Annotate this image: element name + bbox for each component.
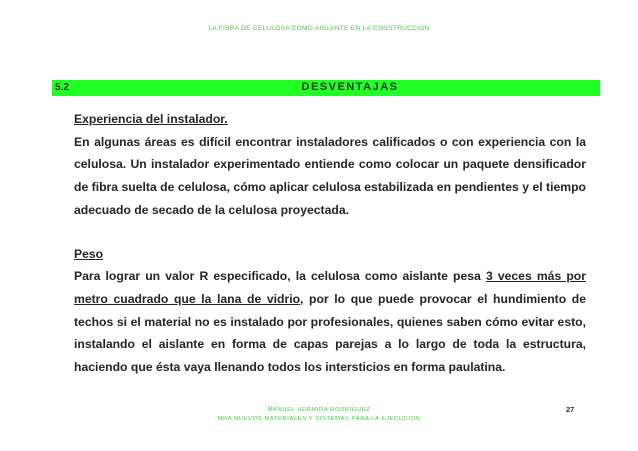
installer-paragraph: En algunas áreas es difícil encontrar instaladores calificados o con experiencia con la celulosa. Un instalador experimentado entiende como colocar un paquete densificador de fibra suelta de celulosa, cómo aplicar celulosa estabilizada en pendientes y el tiempo adecuado de secado de la celulosa proyectada. [74, 134, 586, 217]
weight-text-after: por lo que puede provocar el hundimiento de techos si el material no es instalado por profesionales, quienes saben cómo evitar esto, instalando el aislante en forma de capas parejas a lo largo de toda la estructura, haciendo que ésta vaya llenando todos los intersticios en forma paulatina. [74, 291, 587, 375]
footer-subject: MRA NUEVOS MATERIALES Y SISTEMAS PARA LA EJECUCION [217, 416, 421, 422]
weight-heading: Peso [74, 246, 104, 261]
installer-heading: Experiencia del instalador. [74, 112, 228, 126]
weight-emphasis: 3 veces más por metro cuadrado que la lana de vidrio, [74, 269, 586, 306]
weight-text-before: Para lograr un valor R especificado, la celulosa como aislante pesa [74, 269, 486, 284]
footer-author: MANUEL HERMIDA RODRIGUEZ [267, 407, 371, 413]
page-number: 27 [566, 405, 575, 414]
section-title: DESVENTAJAS [301, 81, 399, 93]
weight-paragraph [74, 265, 586, 379]
section-number: 5.2 [55, 82, 69, 93]
body-content [74, 108, 586, 379]
paragraph-spacer [74, 222, 586, 243]
section-heading-bar [52, 80, 600, 96]
document-header-title: LA FIBRA DE CELULOSA COMO AISLANTE EN LA CONSTRUCCION [208, 25, 430, 32]
